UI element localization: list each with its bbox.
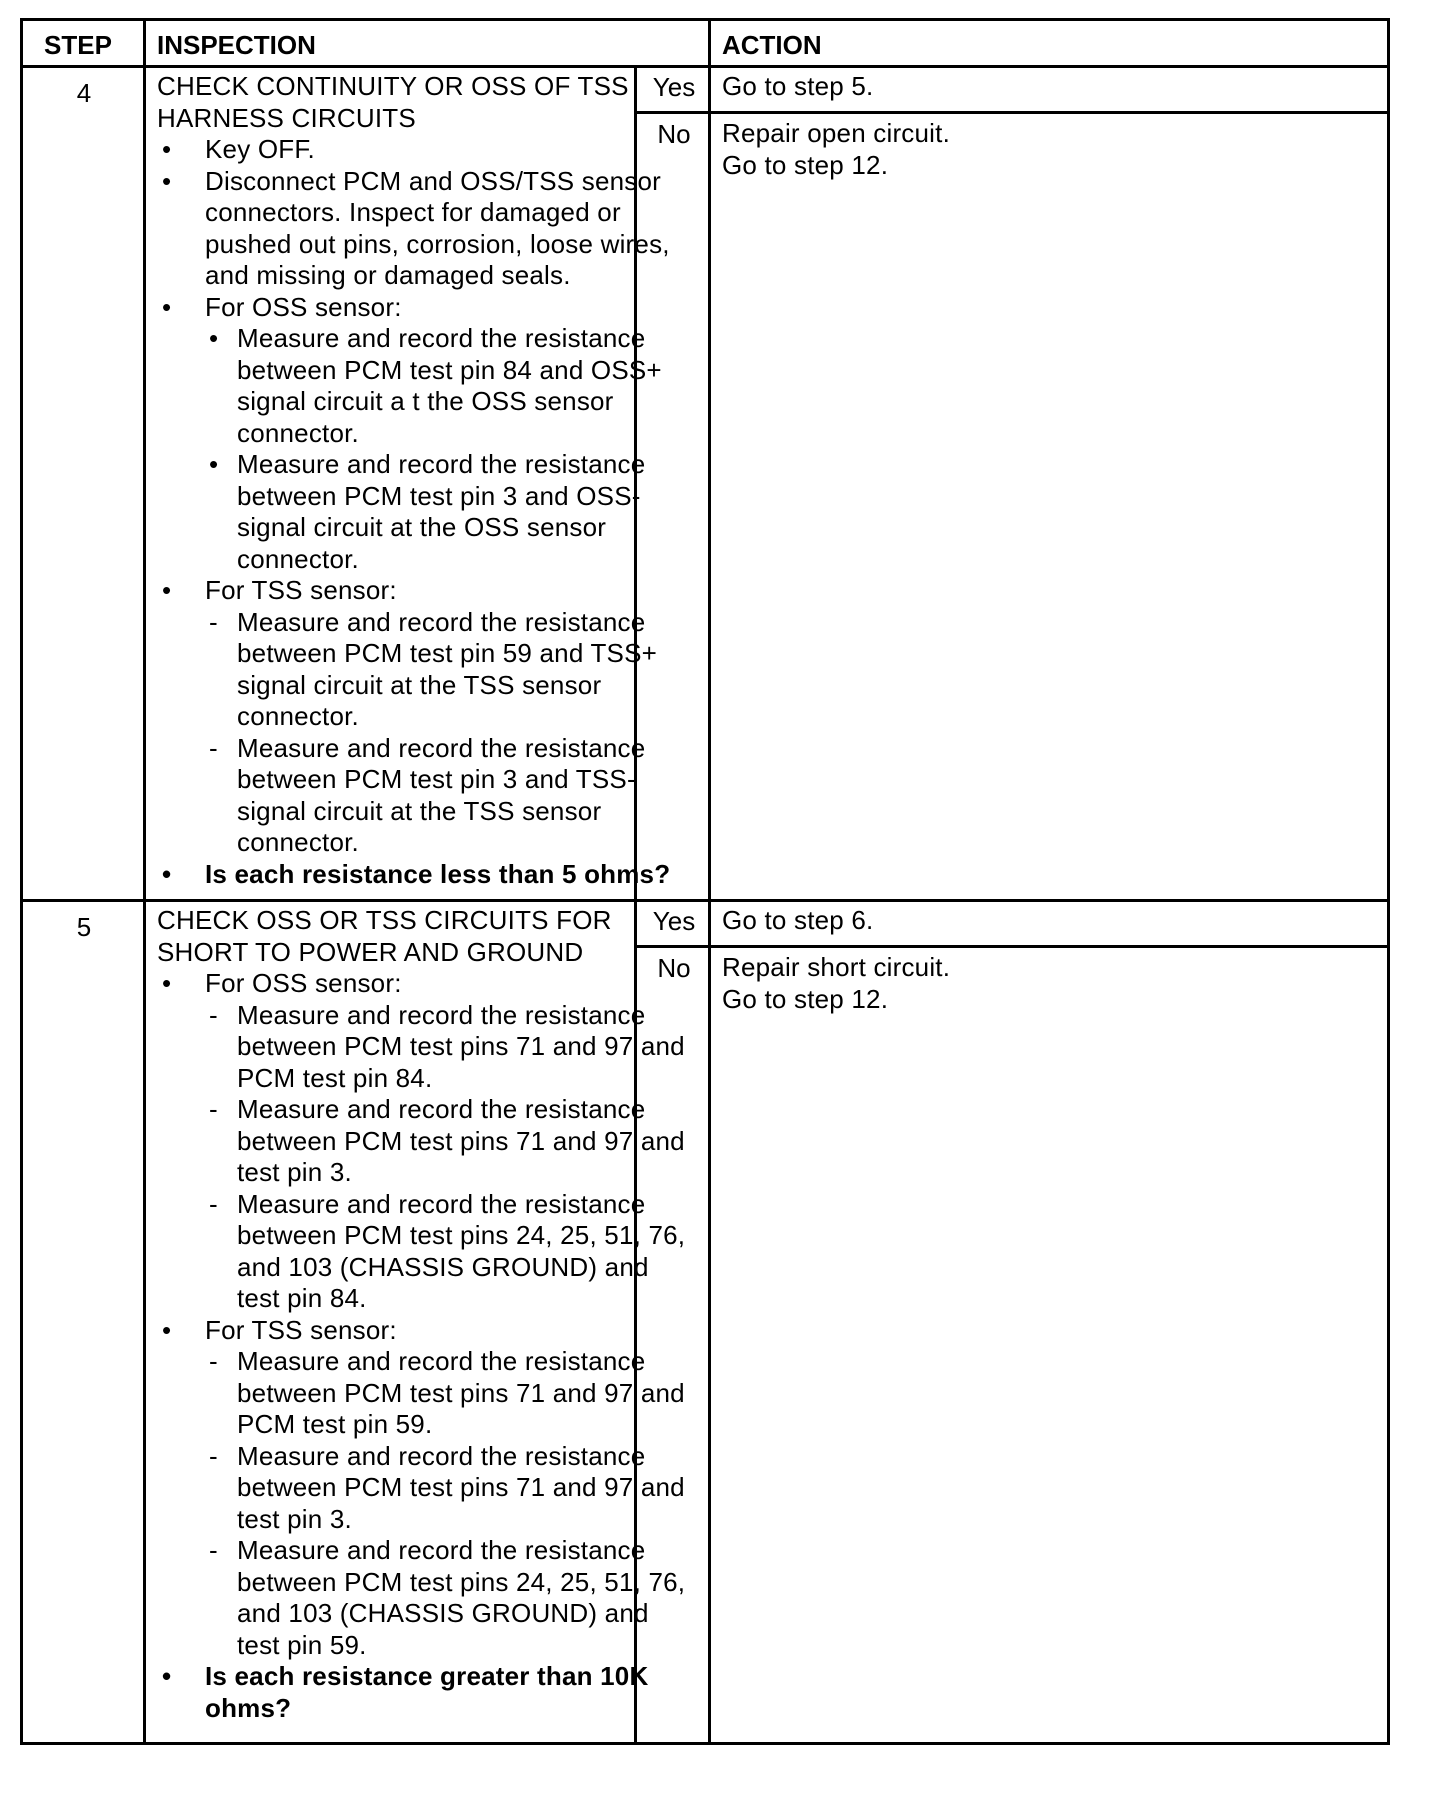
header-action: ACTION bbox=[722, 30, 822, 60]
bullet-marker: • bbox=[162, 968, 172, 998]
diagnostic-table bbox=[20, 18, 1390, 1745]
bullet-marker: • bbox=[209, 323, 219, 353]
list-item: - Measure and record the resistance bbox=[209, 1346, 646, 1376]
table-border-bottom bbox=[20, 1742, 1390, 1745]
dash-marker: - bbox=[209, 732, 218, 763]
bullet-marker: • bbox=[162, 575, 172, 605]
bullet-marker: • bbox=[162, 291, 172, 322]
yes-no-divider-step4 bbox=[634, 111, 1390, 114]
no-action: Repair short circuit. Go to step 12. bbox=[722, 952, 951, 1014]
list-item: - Measure and record the resistance bbox=[209, 1094, 646, 1124]
bullet-marker: • bbox=[162, 1314, 172, 1345]
question-item: • Is each resistance greater than 10K bbox=[162, 1661, 649, 1691]
no-label: No bbox=[657, 119, 691, 149]
step-title-line: CHECK OSS OR TSS CIRCUITS FOR bbox=[157, 905, 612, 935]
list-item: • Measure and record the resistance bbox=[209, 449, 646, 479]
column-divider-action bbox=[708, 18, 711, 1745]
yes-action: Go to step 6. bbox=[722, 905, 874, 935]
dash-marker: - bbox=[209, 1188, 218, 1219]
list-item: • Key OFF. bbox=[162, 134, 315, 164]
bullet-marker: • bbox=[162, 165, 172, 196]
header-inspection: INSPECTION bbox=[157, 30, 316, 60]
list-item: • For OSS sensor: bbox=[162, 291, 402, 322]
step-inspection: CHECK CONTINUITY OR OSS OF TSS HARNESS CIRCUITS • Key OFF. • Disconnect PCM and OSS/TSS sensor connectors. Inspect for damaged or pushed out pins, corrosion, loose wires, and missing or damaged seals. • For OSS sensor: • Measure and record the resistance between PCM test pin 84 and OSS+ signal circuit a t the OSS sensor connector. • Measure and record the resistance between PCM test pin 3 and OSS- signal circuit at the OSS sensor connector. • For TSS sensor: - Measure and record the resistance between PCM test pin 59 and TSS+ signal circuit at the TSS sensor connector. - Measure and record the resistance between PCM test pin 3 and TSS- signal circuit at the TSS sensor connector. • Is each resistance less than 5 ohms? bbox=[157, 71, 671, 889]
list-item: • For TSS sensor: bbox=[162, 1314, 397, 1345]
list-item: - Measure and record the resistance bbox=[209, 1188, 646, 1219]
list-item: - Measure and record the resistance bbox=[209, 606, 646, 637]
dash-marker: - bbox=[209, 1346, 218, 1376]
dash-marker: - bbox=[209, 1440, 218, 1471]
list-item: • For TSS sensor: bbox=[162, 575, 397, 605]
no-action: Repair open circuit. Go to step 12. bbox=[722, 118, 950, 180]
no-label: No bbox=[657, 953, 691, 983]
list-item: • For OSS sensor: bbox=[162, 968, 402, 998]
list-item: - Measure and record the resistance bbox=[209, 1440, 646, 1471]
header-divider bbox=[20, 65, 1390, 68]
table-border-right bbox=[1387, 18, 1390, 1745]
dash-marker: - bbox=[209, 999, 218, 1030]
dash-marker: - bbox=[209, 1094, 218, 1124]
table-border-top bbox=[20, 18, 1390, 21]
step-number: 5 bbox=[76, 912, 92, 942]
step-title-line: SHORT TO POWER AND GROUND bbox=[157, 936, 584, 967]
list-item: • Disconnect PCM and OSS/TSS sensor bbox=[162, 165, 662, 196]
list-item: • Measure and record the resistance bbox=[209, 323, 646, 353]
question-item: • Is each resistance less than 5 ohms? bbox=[162, 858, 671, 889]
table-border-left bbox=[20, 18, 23, 1745]
yes-label: Yes bbox=[652, 72, 696, 102]
list-item: - Measure and record the resistance bbox=[209, 1535, 646, 1565]
list-item: - Measure and record the resistance bbox=[209, 999, 646, 1030]
yes-action: Go to step 5. bbox=[722, 71, 874, 101]
bullet-marker: • bbox=[209, 449, 219, 479]
column-divider-step bbox=[143, 18, 146, 1745]
bullet-marker: • bbox=[162, 134, 172, 164]
yes-no-divider-step5 bbox=[634, 945, 1390, 948]
yes-label: Yes bbox=[652, 906, 696, 936]
bullet-marker: • bbox=[162, 858, 172, 889]
step-inspection: CHECK OSS OR TSS CIRCUITS FOR SHORT TO POWER AND GROUND • For OSS sensor: - Measure and record the resistance between PCM test pins 71 and 97 and PCM test pin 84. - Measure and record the resistance between PCM test pins 71 and 97 and test pin 3. - Measure and record the resistance between PCM test pins 24, 25, 51, 76, and 103 (CHASSIS GROUND) and test pin 84. • For TSS sensor: - Measure and record the resistance between PCM test pins 71 and 97 and PCM test pin 59. - Measure and record the resistance between PCM test pins 71 and 97 and test pin 3. - Measure and record the resistance between PCM test pins 24, 25, 51, 76, and 103 (CHASSIS GROUND) and test pin 59. • Is each resistance greater than 10K ohms? bbox=[157, 905, 686, 1723]
dash-marker: - bbox=[209, 606, 218, 637]
step-number: 4 bbox=[76, 78, 92, 108]
dash-marker: - bbox=[209, 1535, 218, 1565]
header-step: STEP bbox=[44, 30, 112, 60]
step-title-line: CHECK CONTINUITY OR OSS OF TSS bbox=[157, 71, 629, 101]
bullet-marker: • bbox=[162, 1661, 172, 1691]
row-divider bbox=[20, 899, 1390, 902]
step-title-line: HARNESS CIRCUITS bbox=[157, 102, 416, 133]
list-item: - Measure and record the resistance bbox=[209, 732, 646, 763]
